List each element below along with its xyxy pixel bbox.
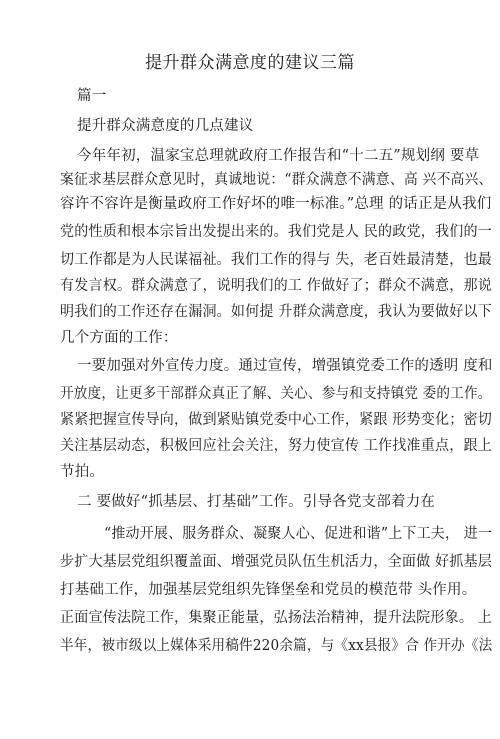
paragraph-line: 切工作都是为人民谋福祉。我们工作的得与 失，老百姓最清楚，也最 (60, 252, 492, 268)
paragraph-line: 几个方面的工作： (60, 330, 178, 346)
paragraph-line: 步扩大基层党组织覆盖面、增强党员队伍生机活力，全面做 好抓基层 (60, 554, 492, 570)
document-subtitle: 提升群众满意度的几点建议 (77, 118, 254, 134)
paragraph-line: 有发言权。群众满意了，说明我们的工 作做好了；群众不满意，那说 (60, 278, 492, 294)
paragraph-line: 容许不容许是衡量政府工作好坏的唯一标准。”总理 的话正是从我们 (60, 196, 492, 212)
paragraph-line: 正面宣传法院工作，集聚正能量，弘扬法治精神，提升法院形象。 上 (60, 610, 492, 626)
paragraph-line: “推动开展、服务群众、凝聚人心、促进和谐”上下工夫， 进一 (104, 526, 493, 542)
paragraph-line: 党的性质和根本宗旨出发提出来的。我们党是人 民的政党，我们的一 (60, 224, 492, 240)
paragraph-line: 关注基层动态，积极回应社会关注，努力使宣传 工作找准重点，跟上 (60, 438, 492, 454)
paragraph-line: 打基础工作，加强基层党组织先锋堡垒和党员的模范带 头作用。 (60, 582, 477, 598)
paragraph-line: 紧紧把握宣传导向，做到紧贴镇党委中心工作，紧跟 形势变化；密切 (60, 412, 492, 428)
paragraph-line: 一要加强对外宣传力度。通过宣传，增强镇党委工作的透明 度和 (77, 358, 493, 374)
paragraph-line: 今年年初，温家宝总理就政府工作报告和“十二五”规划纲 要草 (77, 148, 480, 164)
paragraph-line: 开放度，让更多干部群众真正了解、关心、参与和支持镇党 委的工作。 (60, 386, 492, 402)
paragraph-line: 节拍。 (60, 464, 105, 480)
paragraph-line: 案征求基层群众意见时，真诚地说：“群众满意不满意、高 兴不高兴、 (60, 172, 493, 188)
document-title: 提升群众满意度的建议三篇 (145, 53, 355, 73)
paragraph-line: 二 要做好“抓基层、打基础”工作。引导各党支部着力在 (77, 494, 436, 510)
paragraph-line: 明我们的工作还存在漏洞。如何提 升群众满意度，我认为要做好以下 (60, 304, 492, 320)
section-label: 篇一 (77, 88, 107, 104)
paragraph-line: 半年，被市级以上媒体采用稿件220余篇，与《xx县报》合 作开办《法 (60, 638, 493, 654)
